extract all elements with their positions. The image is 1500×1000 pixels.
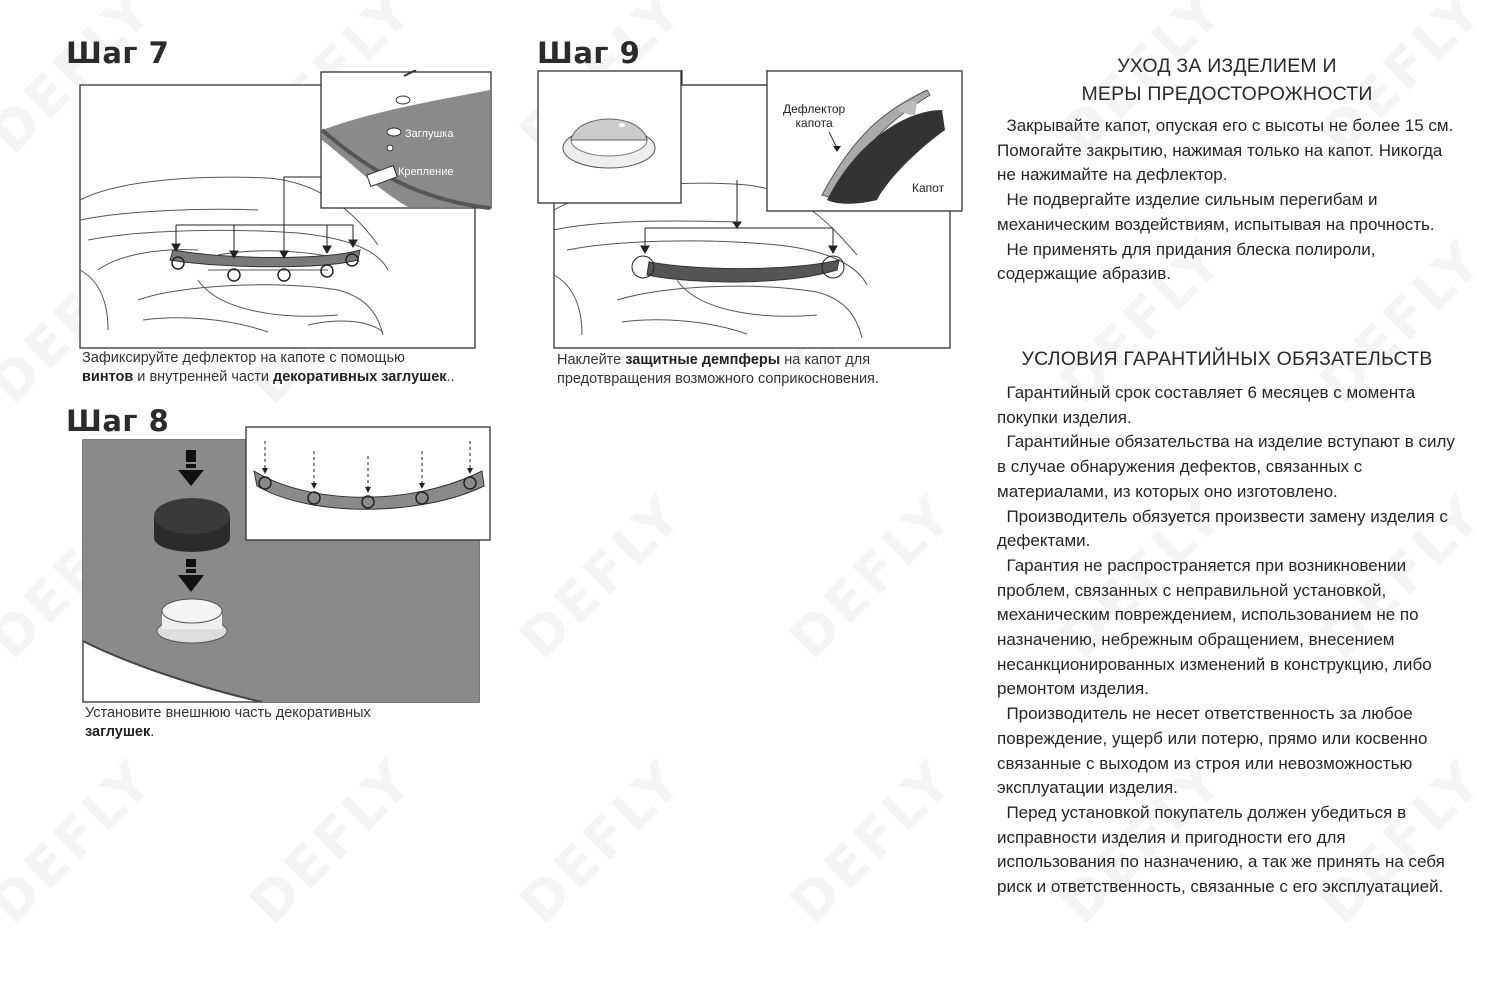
step9-caption-part: на капот для (780, 352, 871, 368)
step7-title: Шаг 7 (66, 36, 170, 70)
step7-caption-bold: винтов (82, 369, 134, 385)
step8-caption-part: . (150, 724, 155, 740)
warranty-paragraph: Производитель обязуется произвести замену изделия с дефектами. (997, 506, 1448, 551)
step9-label-deflector-2: капота (795, 116, 833, 130)
step8-caption-bold: заглушек (85, 724, 151, 740)
care-paragraph: Не применять для придания блеска полироли, содержащие абразив. (997, 239, 1376, 284)
step7-label-screw: Винт (370, 94, 395, 106)
warranty-paragraph: Производитель не несет ответственность за любое повреждение, ущерб или потерю, прямо или косвенно связанные с выходом из строя или невозможностью эксплуатации изделия. (997, 704, 1428, 798)
step8-title: Шаг 8 (66, 404, 170, 438)
step7-car-drawing (78, 70, 494, 352)
step7-caption-part: .. (446, 369, 455, 385)
step7-caption-bold: декоративных заглушек (273, 369, 447, 385)
care-title-line1: УХОД ЗА ИЗДЕЛИЕМ И (1117, 55, 1337, 77)
care-paragraph: Закрывайте капот, опуская его с высоты не более 15 см. Помогайте закрытию, нажимая только на капот. Никогда не нажимайте на дефлектор. (997, 116, 1454, 185)
step9-label-hood: Капот (912, 181, 945, 195)
step9-label-deflector (783, 102, 845, 130)
watermark (778, 747, 967, 936)
warranty-title: УСЛОВИЯ ГАРАНТИЙНЫХ ОБЯЗАТЕЛЬСТВ (1021, 348, 1433, 370)
care-title (997, 52, 1457, 108)
watermark (508, 482, 697, 671)
care-section (997, 52, 1457, 287)
step8-caption-part: Установите внешнюю часть декоративных (85, 705, 371, 721)
step7-label-plug: Заглушка (405, 128, 454, 140)
watermark (508, 747, 697, 936)
care-paragraph: Не подвергайте изделие сильным перегибам и механическим воздействиям, испытывая на прочность. (997, 190, 1435, 234)
step9-caption (557, 351, 977, 389)
warranty-paragraph: Перед установкой покупатель должен убедиться в исправности изделия и пригодности его для использования по назначению, а так же принять на себя риск и ответственность, связанные с его эксплуатацией. (997, 802, 1445, 897)
step8-caption (85, 704, 505, 742)
step9-caption-part: предотвращения возможного соприкосновения. (557, 371, 879, 387)
step9-car-drawing (537, 70, 965, 352)
care-title-line2: МЕРЫ ПРЕДОСТОРОЖНОСТИ (1081, 83, 1373, 105)
step9-caption-bold: защитные демпферы (625, 352, 781, 368)
step7-caption-part: и внутренней части (133, 369, 274, 385)
step7-illustration (78, 70, 494, 352)
step8-illustration (82, 426, 494, 704)
step9-caption-part: Наклейте (557, 352, 626, 368)
step9-title: Шаг 9 (537, 36, 641, 70)
step9-label-deflector-1: Дефлектор (783, 102, 846, 116)
watermark (238, 747, 427, 936)
step7-label-mount: Крепление (398, 166, 454, 178)
watermark (0, 747, 166, 936)
step7-caption-part: Зафиксируйте дефлектор на капоте с помощью (82, 350, 405, 366)
warranty-section (997, 345, 1457, 900)
warranty-paragraph: Гарантия не распространяется при возникновении проблем, связанных с неправильной установкой, механическим повреждением, использованием не по назначению, небрежным обращением, внесением несанкционированных изменений в конструкцию, либо ремонтом изделия. (997, 555, 1432, 699)
watermark (778, 482, 967, 671)
step7-caption (82, 349, 502, 387)
warranty-paragraph: Гарантийные обязательства на изделие вступают в силу в случае обнаружения дефектов, связанных с материалами, из которых оно изготовлено. (997, 432, 1455, 501)
step8-plug-drawing (82, 426, 494, 704)
warranty-paragraph: Гарантийный срок составляет 6 месяцев с момента покупки изделия. (997, 383, 1416, 427)
step9-illustration (537, 70, 965, 352)
